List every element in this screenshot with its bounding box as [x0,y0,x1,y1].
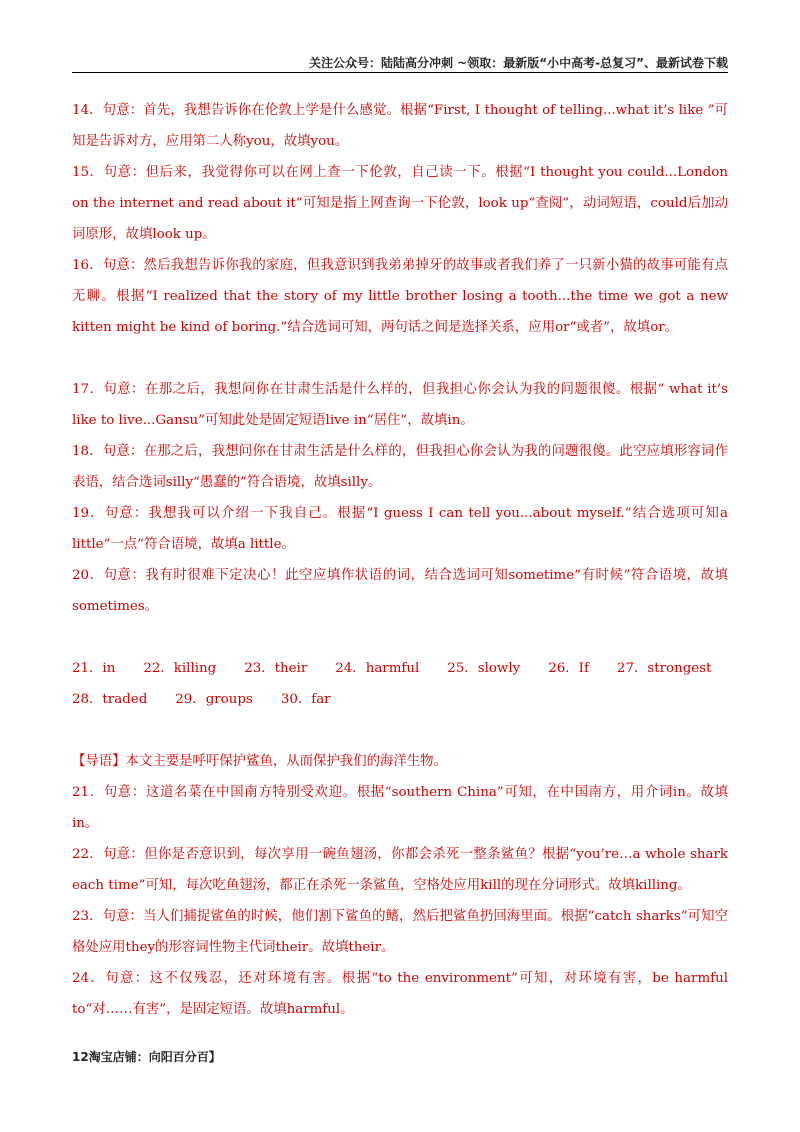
explanation-18: 18．句意：在那之后，我想问你在甘肃生活是什么样的，但我担心你会认为我的问题很傻。此空应填形容词作表语，结合选词silly“愚蠢的”符合语境，故填silly。 [72,444,728,490]
spacer [72,622,728,653]
explanation-23: 23．句意：当人们捕捉鲨鱼的时候，他们割下鲨鱼的鳍，然后把鲨鱼扔回海里面。根据“catch sharks”可知空格处应用they的形容词性物主代词their。故填their。 [72,909,728,955]
explanation-22: 22．句意：但你是否意识到，每次享用一碗鱼翅汤，你都会杀死一整条鲨鱼？根据“you’re…a whole shark each time”可知，每次吃鱼翅汤，都正在杀死一条鲨鱼，空格处应用kill的现在分词形式。故填killing。 [72,847,728,893]
page-content [72,95,728,1025]
explanation-21: 21．句意：这道名菜在中国南方特别受欢迎。根据“southern China”可知，在中国南方，用介词in。故填in。 [72,785,728,831]
explanation-17: 17．句意：在那之后，我想问你在甘肃生活是什么样的，但我担心你会认为我的问题很傻。根据“ what it’s like to live...Gansu”可知此处是固定短语live in“居住”，故填in。 [72,382,728,428]
passage-guide: 【导语】本文主要是呼吁保护鲨鱼，从而保护我们的海洋生物。 [72,754,447,769]
answer-key [72,653,728,715]
spacer [72,343,728,374]
explanation-24: 24．句意：这不仅残忍，还对环境有害。根据“to the environment”可知，对环境有害，be harmful to“对……有害”，是固定短语。故填harmful。 [72,971,728,1017]
answer-27: 27．strongest [616,661,712,676]
answer-22: 22．killing [143,661,217,676]
answer-30: 30．far [280,692,331,707]
answer-25: 25．slowly [447,661,521,676]
answer-28: 28．traded [72,692,148,707]
answer-29: 29．groups [175,692,253,707]
explanation-15: 15．句意：但后来，我觉得你可以在网上查一下伦敦，自己读一下。根据“I thought you could...London on the internet and read about it”可知是指上网查询一下伦敦，look up“查阅”，动词短语，could后加动词原形，故填look up。 [72,165,728,242]
answer-21: 21．in [72,661,116,676]
page-header: 关注公众号：陆陆高分冲刺 ~领取：最新版“小中高考-总复习”、最新试卷下载 [309,56,728,70]
explanation-20: 20．句意：我有时很难下定决心！此空应填作状语的词，结合选词可知sometime“有时候”符合语境，故填sometimes。 [72,568,728,614]
explanation-16: 16．句意：然后我想告诉你我的家庭，但我意识到我弟弟掉牙的故事或者我们养了一只新小猫的故事可能有点无聊。根据“I realized that the story of my little brother losing a tooth...the time we got a new kitten might be kind of boring.”结合选词可知，两句话之间是选择关系，应用or“或者”，故填or。 [72,258,728,335]
explanation-19: 19．句意：我想我可以介绍一下我自己。根据“I guess I can tell you...about myself.”结合选项可知a little“一点”符合语境，故填a little。 [72,506,728,552]
header-divider [72,72,728,73]
spacer [72,715,728,746]
explanation-14: 14．句意：首先，我想告诉你在伦敦上学是什么感觉。根据“First, I thought of telling...what it’s like ”可知是告诉对方，应用第二人称you，故填you。 [72,103,728,149]
answer-24: 24．harmful [335,661,420,676]
answer-23: 23．their [244,661,308,676]
answer-26: 26．If [548,661,589,676]
page-footer: 12淘宝店铺：向阳百分百】 [72,1050,221,1064]
